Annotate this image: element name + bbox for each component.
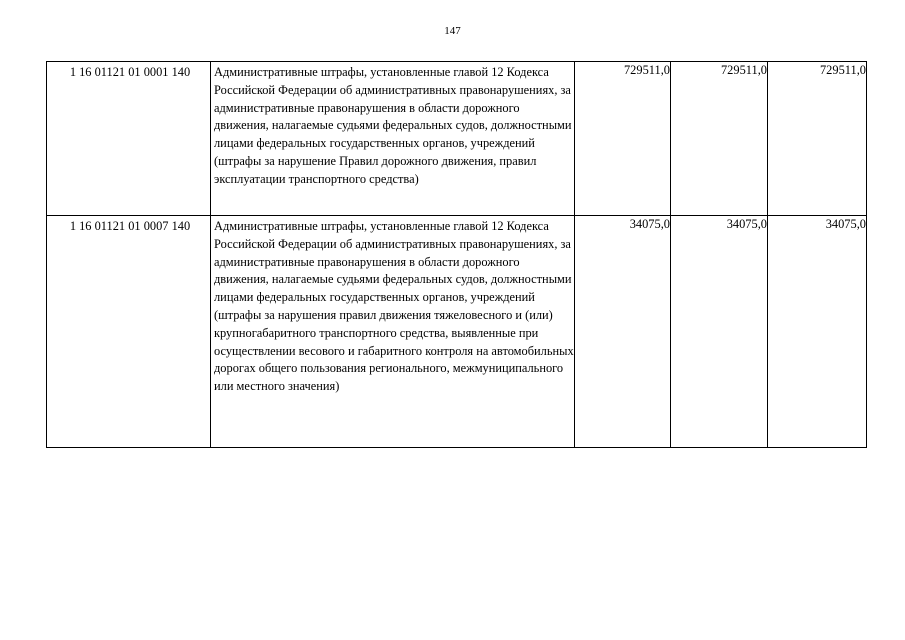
budget-code-cell	[47, 216, 211, 448]
amount-cell-1	[575, 216, 671, 448]
amount-cell-3	[768, 216, 867, 448]
description-cell	[211, 216, 575, 448]
amount-value-3: 729511,0	[819, 63, 866, 77]
table-row	[47, 216, 867, 448]
description-text: Административные штрафы, установленные главой 12 Кодекса Российской Федерации об административных правонарушениях, за административные правонарушения в области дорожного движения, налагаемые судьями федеральных судов, должностными лицами федеральных государственных органов, учреждений (штрафы за нарушения правил движения тяжеловесного и (или) крупногабаритного транспортного средства, выявленные при осуществлении весового и габаритного контроля на автомобильных дорогах общего пользования регионального, межмуниципального или местного значения)	[214, 219, 574, 394]
amount-value-1: 34075,0	[629, 217, 670, 231]
amount-value-2: 34075,0	[726, 217, 767, 231]
amount-value-1: 729511,0	[623, 63, 670, 77]
description-cell	[211, 62, 575, 216]
amount-cell-2	[671, 62, 768, 216]
budget-code-cell	[47, 62, 211, 216]
amount-value-3: 34075,0	[825, 217, 866, 231]
amount-cell-2	[671, 216, 768, 448]
description-text: Административные штрафы, установленные главой 12 Кодекса Российской Федерации об административных правонарушениях, за административные правонарушения в области дорожного движения, налагаемые судьями федеральных судов, должностными лицами федеральных государственных органов, учреждений (штрафы за нарушение Правил дорожного движения, правил эксплуатации транспортного средства)	[214, 65, 572, 186]
budget-code: 1 16 01121 01 0001 140	[69, 65, 191, 79]
budget-code: 1 16 01121 01 0007 140	[69, 219, 191, 233]
amount-value-2: 729511,0	[720, 63, 767, 77]
amount-cell-1	[575, 62, 671, 216]
amount-cell-3	[768, 62, 867, 216]
page-number: 147	[444, 25, 461, 37]
budget-table	[46, 61, 867, 448]
table-row	[47, 62, 867, 216]
